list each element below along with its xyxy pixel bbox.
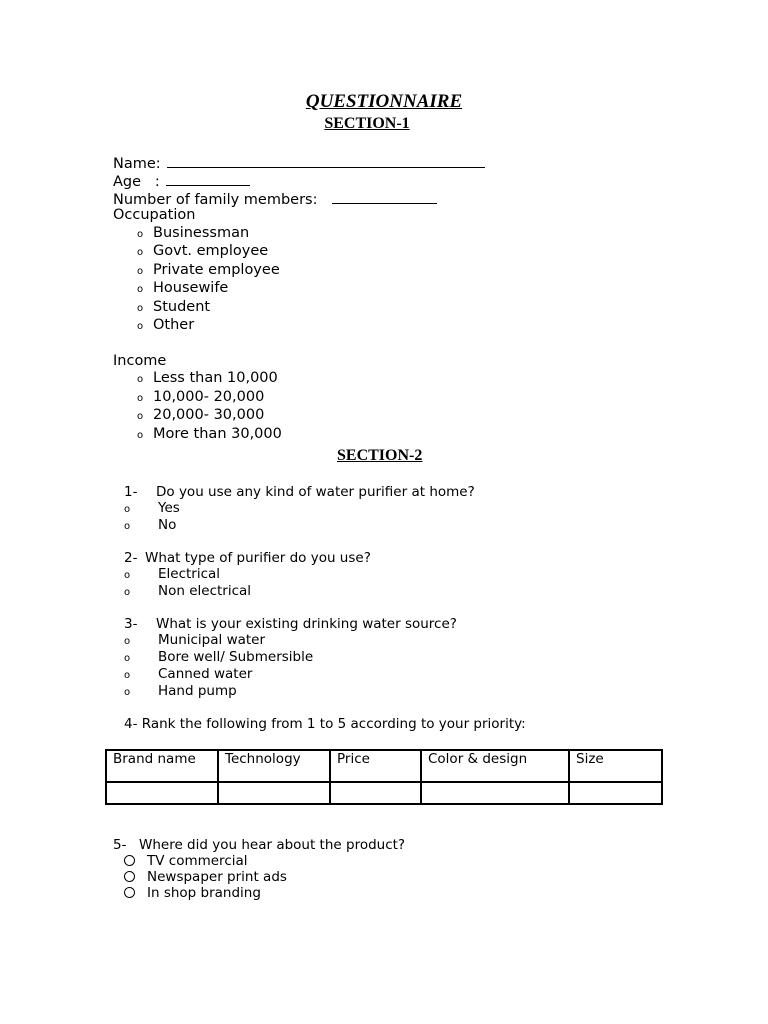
income-option[interactable]: o Less than 10,000 xyxy=(137,370,278,386)
q3-option[interactable]: o Hand pump xyxy=(124,683,237,699)
table-header-row xyxy=(106,750,662,782)
question-3: 3- What is your existing drinking water source? xyxy=(124,616,457,632)
occupation-option[interactable]: o Housewife xyxy=(137,280,229,296)
q2-option[interactable]: o Electrical xyxy=(124,566,221,582)
col-header: Color & design xyxy=(421,750,569,782)
family-members-label: Number of family members: xyxy=(113,192,318,208)
income-option[interactable]: o 20,000- 30,000 xyxy=(137,407,265,423)
age-blank[interactable] xyxy=(166,172,250,186)
col-header: Brand name xyxy=(106,750,218,782)
age-label: Age : xyxy=(113,174,160,190)
name-field[interactable] xyxy=(113,154,485,172)
col-header: Technology xyxy=(218,750,330,782)
bullet-icon: o xyxy=(137,411,144,422)
occupation-option[interactable]: o Private employee xyxy=(137,262,280,278)
bullet-icon: o xyxy=(124,670,131,681)
bullet-icon: o xyxy=(137,247,144,258)
bullet-icon: o xyxy=(124,504,131,515)
question-4: 4- Rank the following from 1 to 5 according to your priority: xyxy=(124,716,526,732)
bullet-icon: o xyxy=(137,284,144,295)
bullet-icon: o xyxy=(137,303,144,314)
income-option[interactable]: o More than 30,000 xyxy=(137,426,282,442)
col-header: Price xyxy=(330,750,421,782)
bullet-icon: o xyxy=(124,687,131,698)
page-title: QUESTIONNAIRE xyxy=(305,91,463,112)
q1-option[interactable]: o Yes xyxy=(124,500,180,516)
occupation-option[interactable]: o Govt. employee xyxy=(137,243,269,259)
rank-cell[interactable] xyxy=(330,782,421,804)
q3-option[interactable]: o Bore well/ Submersible xyxy=(124,649,314,665)
bullet-icon: o xyxy=(137,266,144,277)
bullet-icon: o xyxy=(137,430,144,441)
bullet-icon: o xyxy=(124,653,131,664)
rank-cell[interactable] xyxy=(569,782,662,804)
col-header: Size xyxy=(569,750,662,782)
question-5: 5- Where did you hear about the product? xyxy=(113,837,406,853)
question-2: 2- What type of purifier do you use? xyxy=(124,550,371,566)
rank-cell[interactable] xyxy=(218,782,330,804)
bullet-icon: o xyxy=(137,229,144,240)
rank-cell[interactable] xyxy=(421,782,569,804)
family-members-field[interactable] xyxy=(113,190,437,208)
section-2-heading: SECTION-2 xyxy=(337,447,423,464)
q5-option[interactable]: TV commercial xyxy=(124,853,248,869)
name-label: Name: xyxy=(113,156,161,172)
income-label: Income xyxy=(113,353,167,369)
q3-option[interactable]: o Municipal water xyxy=(124,632,266,648)
occupation-option[interactable]: o Businessman xyxy=(137,225,250,241)
income-option[interactable]: o 10,000- 20,000 xyxy=(137,389,265,405)
section-1-heading: SECTION-1 xyxy=(324,115,410,132)
bullet-icon: o xyxy=(124,521,131,532)
radio-circle-icon[interactable] xyxy=(124,871,135,882)
table-row xyxy=(106,782,662,804)
q5-option[interactable]: Newspaper print ads xyxy=(124,869,287,885)
bullet-icon: o xyxy=(124,587,131,598)
occupation-option[interactable]: o Student xyxy=(137,299,211,315)
bullet-icon: o xyxy=(124,636,131,647)
occupation-option[interactable]: o Other xyxy=(137,317,195,333)
q1-option[interactable]: o No xyxy=(124,517,177,533)
bullet-icon: o xyxy=(137,321,144,332)
rank-cell[interactable] xyxy=(106,782,218,804)
bullet-icon: o xyxy=(137,374,144,385)
occupation-label: Occupation xyxy=(113,207,196,223)
question-1: 1- Do you use any kind of water purifier at home? xyxy=(124,484,475,500)
radio-circle-icon[interactable] xyxy=(124,855,135,866)
name-blank[interactable] xyxy=(167,154,485,168)
radio-circle-icon[interactable] xyxy=(124,887,135,898)
q5-option[interactable]: In shop branding xyxy=(124,885,261,901)
q2-option[interactable]: o Non electrical xyxy=(124,583,252,599)
q3-option[interactable]: o Canned water xyxy=(124,666,253,682)
bullet-icon: o xyxy=(137,393,144,404)
age-field[interactable] xyxy=(113,172,250,190)
bullet-icon: o xyxy=(124,570,131,581)
ranking-table xyxy=(105,749,663,805)
family-members-blank[interactable] xyxy=(332,190,437,204)
